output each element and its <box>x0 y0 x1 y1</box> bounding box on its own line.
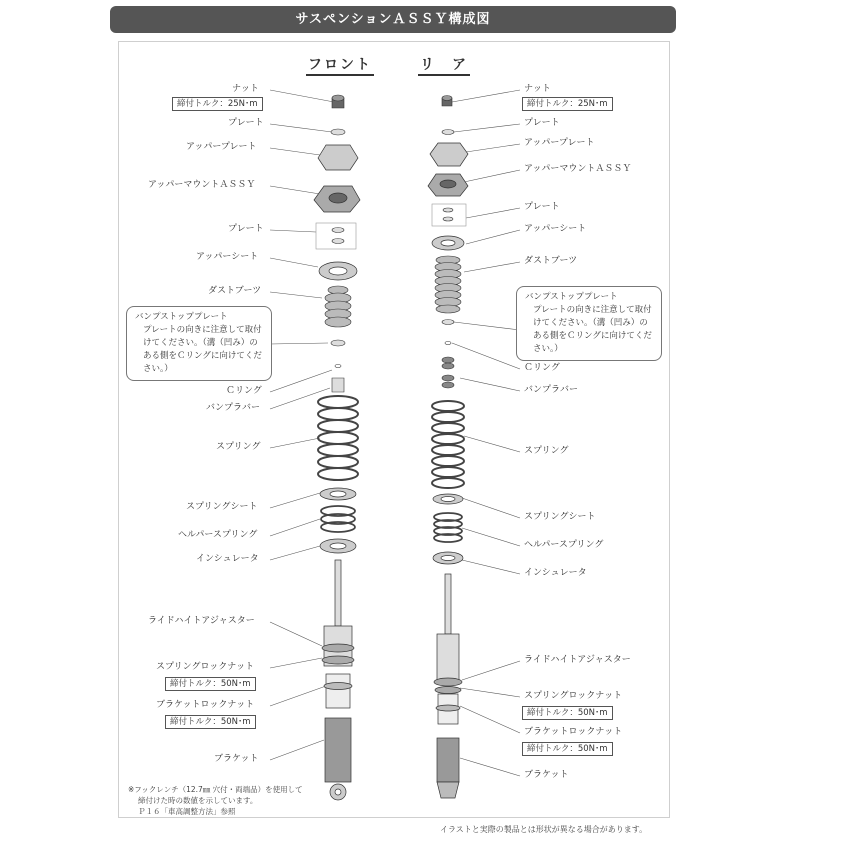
front-label-helper-spring: ヘルパースプリング <box>178 530 258 540</box>
front-label-upper-seat: アッパーシート <box>196 252 259 262</box>
rear-dust-boots <box>435 256 461 313</box>
front-label-ride-height: ライドハイトアジャスター <box>148 616 255 626</box>
rear-bracket-lock-torque: 締付トルク：50N･m <box>522 742 613 756</box>
rear-plate-1 <box>442 130 454 135</box>
front-label-bracket: ブラケット <box>214 754 259 764</box>
rear-label-upper-mount: アッパーマウントＡＳＳＹ <box>524 164 632 174</box>
footnote-line-3: Ｐ１６「車高調整方法」参照 <box>138 807 236 816</box>
rear-upper-mount <box>428 174 468 196</box>
rear-label-bump-rubber: バンプラバー <box>524 385 579 395</box>
rear-label-nut: ナット <box>524 84 551 94</box>
front-spring-seat <box>320 488 356 500</box>
front-bump-stop-plate <box>331 340 345 346</box>
rear-bump-rubber <box>442 357 454 388</box>
front-label-dust-boots: ダストブーツ <box>208 286 262 296</box>
front-label-bracket-lock-nut: ブラケットロックナット <box>156 700 255 710</box>
rear-label-dust-boots: ダストブーツ <box>524 256 578 266</box>
rear-column-heading: リ ア <box>418 56 470 76</box>
rear-label-plate-1: プレート <box>524 118 560 128</box>
front-note-title: バンプストッププレート <box>135 312 228 322</box>
front-label-spring-lock-nut: スプリングロックナット <box>156 662 255 672</box>
rear-upper-plate <box>430 143 468 166</box>
front-label-plate-1: プレート <box>228 118 264 128</box>
rear-bump-stop-note <box>516 286 662 361</box>
rear-label-spring-seat: スプリングシート <box>524 512 596 522</box>
front-upper-mount <box>314 186 360 212</box>
front-bump-stop-note <box>126 306 272 381</box>
rear-note-body: プレートの向きに注意して取付 けてください。（溝（凹み）の ある側をＣリングに向けてくだ さい。） <box>533 305 652 354</box>
front-label-upper-mount: アッパーマウントＡＳＳＹ <box>148 180 256 190</box>
page-title: サスペンションＡＳＳＹ構成図 <box>110 6 676 33</box>
rear-label-spring: スプリング <box>524 446 569 456</box>
rear-spring <box>432 401 464 488</box>
front-dust-boots <box>325 286 351 327</box>
front-label-c-ring: Ｃリング <box>226 386 262 396</box>
front-column-heading: フロント <box>306 56 374 76</box>
front-c-ring <box>335 365 341 368</box>
rear-label-bracket-lock-nut: ブラケットロックナット <box>524 727 623 737</box>
rear-label-ride-height: ライドハイトアジャスター <box>524 655 631 665</box>
rear-label-insulator: インシュレータ <box>524 568 587 578</box>
front-upper-plate <box>318 145 358 170</box>
leader-lines <box>270 90 520 776</box>
rear-bump-stop-plate <box>442 320 454 325</box>
front-note-body: プレートの向きに注意して取付 けてください。（溝（凹み）の ある側をＣリングに向けてくだ さい。） <box>143 325 262 374</box>
rear-label-upper-seat: アッパーシート <box>524 224 587 234</box>
rear-label-spring-lock-nut: スプリングロックナット <box>524 691 623 701</box>
front-spring-lock-torque: 締付トルク：50N･m <box>165 677 256 691</box>
rear-label-upper-plate: アッパープレート <box>524 138 595 148</box>
rear-label-plate-2: プレート <box>524 202 560 212</box>
footnote <box>128 784 303 817</box>
front-label-nut: ナット <box>232 84 259 94</box>
front-label-spring-seat: スプリングシート <box>186 502 258 512</box>
rear-insulator <box>433 552 463 564</box>
rear-nut-torque: 締付トルク：25N･m <box>522 97 613 111</box>
rear-shock-body <box>434 574 462 798</box>
front-bracket-lock-torque: 締付トルク：50N･m <box>165 715 256 729</box>
disclaimer: イラストと実際の製品とは形状が異なる場合があります。 <box>440 825 648 834</box>
front-upper-seat <box>319 262 357 280</box>
front-spring <box>318 396 358 480</box>
front-nut-torque: 締付トルク：25N･m <box>172 97 263 111</box>
front-bump-rubber <box>332 378 344 392</box>
front-label-plate-2: プレート <box>228 224 264 234</box>
rear-c-ring <box>445 342 451 345</box>
rear-nut <box>442 96 452 107</box>
rear-label-c-ring: Ｃリング <box>524 363 560 373</box>
footnote-line-1: ※フックレンチ（12.7㎜ 穴付・両端品）を使用して <box>128 785 303 794</box>
footnote-line-2: 締付けた時の数値を示しています。 <box>138 796 258 805</box>
rear-note-title: バンプストッププレート <box>525 292 618 302</box>
rear-helper-spring <box>434 513 462 542</box>
front-label-upper-plate: アッパープレート <box>186 142 257 152</box>
front-label-bump-rubber: バンプラバー <box>206 403 261 413</box>
rear-upper-seat <box>432 236 464 250</box>
front-insulator <box>320 539 356 553</box>
rear-plate-2-box <box>432 204 466 226</box>
rear-label-helper-spring: ヘルパースプリング <box>524 540 604 550</box>
rear-spring-seat <box>433 494 463 504</box>
front-shock-body <box>322 560 354 800</box>
front-plate-1 <box>331 129 345 135</box>
front-helper-spring <box>321 506 355 532</box>
rear-label-bracket: ブラケット <box>524 770 569 780</box>
front-label-insulator: インシュレータ <box>196 554 259 564</box>
rear-spring-lock-torque: 締付トルク：50N･m <box>522 706 613 720</box>
front-nut <box>332 95 344 108</box>
front-label-spring: スプリング <box>216 442 261 452</box>
front-plate-2-box <box>316 223 356 249</box>
